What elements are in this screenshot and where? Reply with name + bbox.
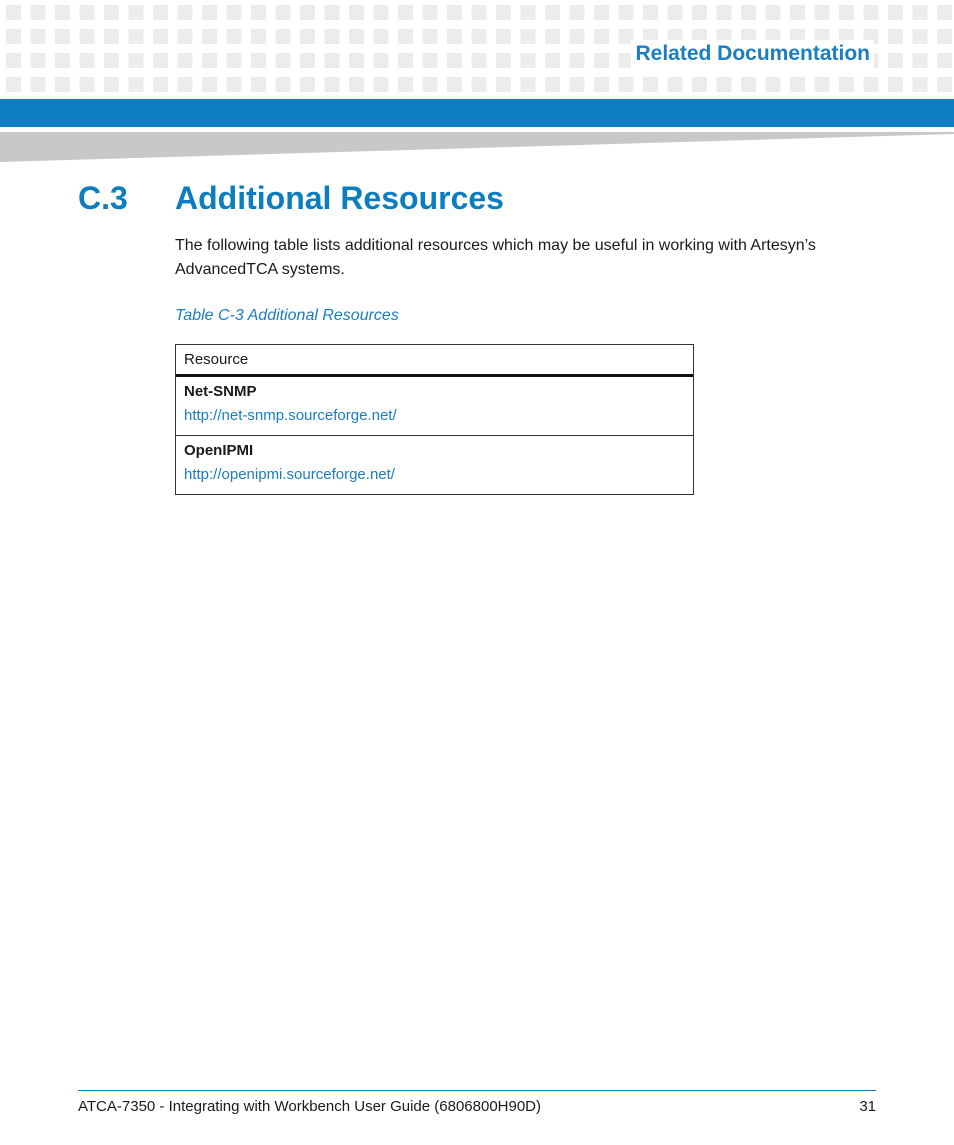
- footer-rule: [78, 1090, 876, 1091]
- resource-link[interactable]: http://net-snmp.sourceforge.net/: [184, 407, 397, 424]
- intro-paragraph: The following table lists additional resources which may be useful in working with Artesyn’s AdvancedTCA systems.: [175, 237, 816, 278]
- footer-document-title: ATCA-7350 - Integrating with Workbench User Guide (6806800H90D): [78, 1098, 542, 1115]
- section-number: C.3: [78, 180, 128, 216]
- running-header-title: Related Documentation: [631, 40, 874, 68]
- header-gray-wedge: [0, 132, 954, 162]
- section-heading: [78, 180, 504, 217]
- table-header-resource: Resource: [176, 345, 693, 377]
- table-row: [176, 377, 693, 435]
- footer-page-number: 31: [859, 1098, 876, 1115]
- resource-name: OpenIPMI: [184, 442, 254, 459]
- section-title: Additional Resources: [175, 180, 504, 216]
- header-blue-band: [0, 99, 954, 127]
- table-row: [176, 435, 693, 494]
- resource-name: Net-SNMP: [184, 383, 257, 400]
- resources-table: [175, 344, 694, 495]
- table-caption: Table C-3 Additional Resources: [175, 307, 399, 324]
- resource-link[interactable]: http://openipmi.sourceforge.net/: [184, 466, 395, 483]
